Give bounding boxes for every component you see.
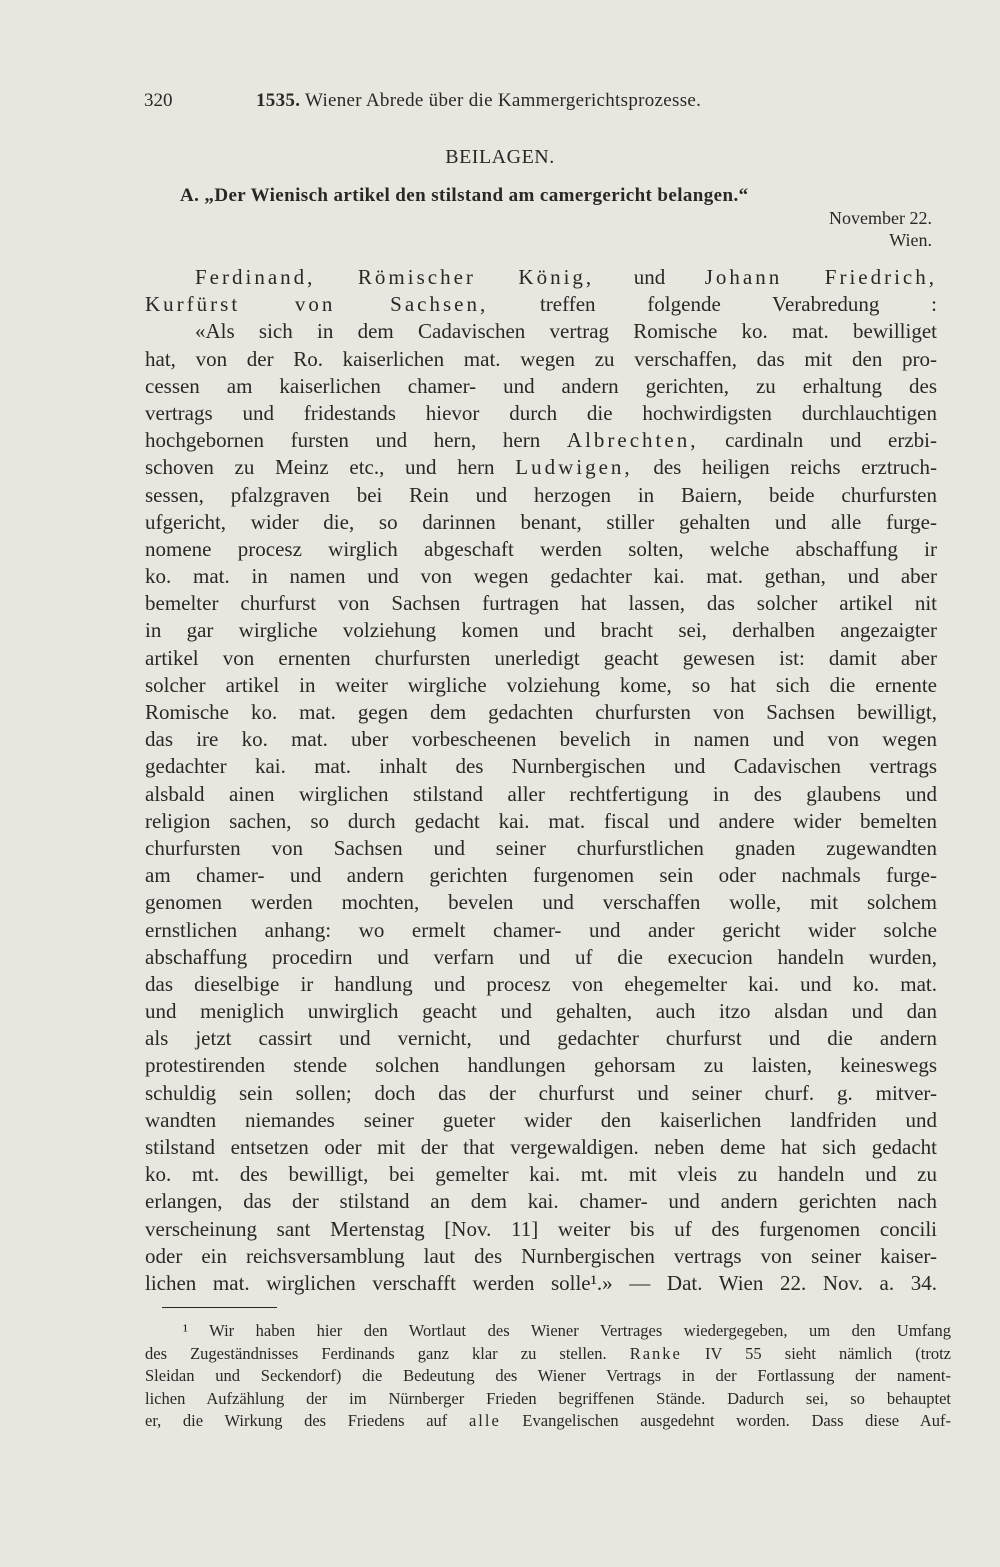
- page-number: 320: [144, 90, 173, 111]
- body-line: das ire ko. mat. uber vorbescheenen bevelich in namen und von wegen: [145, 727, 937, 752]
- footnote-text-fragment: IV 55 sieht nämlich (trotz: [681, 1343, 951, 1363]
- running-title: [256, 90, 701, 112]
- body-line: nomene procesz wirglich abgeschaft werden solten, welche abschaffung ir: [145, 536, 937, 561]
- body-line: lichen mat. wirglichen verschafft werden solle¹.» — Dat. Wien 22. Nov. a. 34.: [145, 1270, 937, 1295]
- body-line: wandten niemandes seiner gueter wider den kaiserlichen landfriden und: [145, 1107, 937, 1132]
- body-line: in gar wirgliche volziehung komen und bracht sei, derhalben angezaigter: [145, 618, 937, 643]
- body-line: das dieselbige ir handlung und procesz von ehegemelter kai. und ko. mat.: [145, 971, 937, 996]
- body-line: vertrags und fridestands hievor durch die hochwirdigsten durchlauchtigen: [145, 400, 937, 425]
- footnote-divider: [162, 1307, 277, 1308]
- body-line: [145, 454, 937, 481]
- person-title: Kurfürst von Sachsen,: [145, 292, 489, 317]
- footnote-text-fragment: er, die Wirkung des Friedens auf: [145, 1411, 469, 1430]
- running-title-year: 1535.: [256, 90, 301, 111]
- body-line: [145, 291, 937, 318]
- person-name: Ludwigen,: [515, 455, 633, 480]
- body-text-fragment: schoven zu Meinz etc., und hern: [145, 455, 516, 480]
- body-line: bemelter churfurst von Sachsen furtragen hat lassen, das solcher artikel nit: [145, 591, 937, 616]
- body-line: stilstand entsetzen oder mit der that vergewaldigen. neben deme hat sich gedacht: [145, 1135, 937, 1159]
- body-line: hat, von der Ro. kaiserlichen mat. wegen zu verschaffen, das mit den pro-: [145, 346, 937, 371]
- body-line: artikel von ernenten churfursten unerledigt geacht gewesen ist: damit aber: [145, 645, 937, 670]
- body-line: genomen werden mochten, bevelen und verschaffen wolle, mit solchem: [145, 890, 937, 915]
- body-line: solcher artikel in weiter wirgliche volziehung kome, so hat sich die ernente: [145, 672, 937, 697]
- body-line: Romische ko. mat. gegen dem gedachten churfursten von Sachsen bewilligt,: [145, 700, 937, 724]
- body-line: [145, 427, 937, 454]
- person-name: Albrechten,: [566, 428, 699, 453]
- document-date-place: [829, 207, 932, 251]
- body-line: sessen, pfalzgraven bei Rein und herzogen in Baiern, beide churfursten: [145, 482, 937, 507]
- body-line: schuldig sein sollen; doch das der churfurst und seiner churf. g. mitver-: [145, 1080, 937, 1105]
- body-line: und meniglich unwirglich geacht und gehalten, auch itzo alsdan und dan: [145, 999, 937, 1024]
- body-line: cessen am kaiserlichen chamer- und andern gerichten, zu erhaltung des: [145, 373, 937, 398]
- document-title: A. „Der Wienisch artikel den stilstand am camergericht belangen.“: [180, 185, 749, 206]
- body-line: «Als sich in dem Cadavischen vertrag Romische ko. mat. bewilliget: [195, 319, 937, 344]
- footnotes: [145, 1320, 951, 1433]
- footnote-line: ¹ Wir haben hier den Wortlaut des Wiener Vertrages wiedergegeben, um den Umfang: [183, 1321, 951, 1340]
- body-line: abschaffung procedirn und verfarn und uf die execucion handeln wurden,: [145, 944, 937, 969]
- running-header: [144, 90, 940, 114]
- body-text-fragment: cardinaln und erzbi-: [698, 428, 937, 453]
- body-line: verscheinung sant Mertenstag [Nov. 11] weiter bis uf des furgenomen concili: [145, 1216, 937, 1241]
- person-name: Ferdinand, Römischer König,: [195, 265, 595, 289]
- body-text-fragment: treffen folgende Verabredung :: [488, 292, 937, 317]
- footnote-line: [145, 1343, 951, 1366]
- footnote-line: [145, 1410, 951, 1433]
- body-line: protestirenden stende solchen handlungen gehorsam zu laisten, keineswegs: [145, 1053, 937, 1078]
- body-line: ko. mt. des bewilligt, bei gemelter kai. mt. mit vleis zu handeln und zu: [145, 1162, 937, 1187]
- person-name: Johann Friedrich,: [704, 265, 937, 289]
- body-text-fragment: und: [594, 265, 705, 289]
- footnote-text-fragment: des Zugeständnisses Ferdinands ganz klar zu stellen.: [145, 1343, 630, 1363]
- body-line: ufgericht, wider die, so darinnen benant, stiller gehalten und alle furge-: [145, 509, 937, 534]
- body-line: [145, 264, 937, 291]
- document-date: November 22.: [829, 208, 932, 228]
- document-body: [145, 264, 937, 1297]
- body-line: churfursten von Sachsen und seiner churfurstlichen gnaden zugewandten: [145, 835, 937, 860]
- document-place: Wien.: [889, 230, 932, 250]
- body-text-fragment: hochgebornen fursten und hern, hern: [145, 428, 567, 453]
- body-line: am chamer- und andern gerichten furgenomen sein oder nachmals furge-: [145, 863, 937, 888]
- body-line: religion sachen, so durch gedacht kai. mat. fiscal und andere wider bemelten: [145, 808, 937, 833]
- author-name: Ranke: [629, 1343, 682, 1363]
- body-line: ernstlichen anhang: wo ermelt chamer- und ander gericht wider solche: [145, 917, 937, 942]
- body-line: alsbald ainen wirglichen stilstand aller rechtfertigung in des glaubens und: [145, 781, 937, 806]
- footnote-line: lichen Aufzählung der im Nürnberger Frieden begriffenen Stände. Dadurch sei, so behauptet: [145, 1388, 951, 1408]
- body-line: oder ein reichsversamblung laut des Nurnbergischen vertrags von seiner kaiser-: [145, 1243, 937, 1268]
- body-line: erlangen, das der stilstand an dem kai. chamer- und andern gerichten nach: [145, 1189, 937, 1214]
- body-line: ko. mat. in namen und von wegen gedachter kai. mat. gethan, und aber: [145, 564, 937, 589]
- running-title-text: Wiener Abrede über die Kammergerichtsprozesse.: [304, 90, 702, 111]
- section-heading: BEILAGEN.: [445, 146, 555, 168]
- emphasis-text: alle: [468, 1411, 501, 1430]
- footnote-line: Sleidan und Seckendorf) die Bedeutung des Wiener Vertrags in der Fortlassung der nament-: [145, 1366, 951, 1385]
- body-line: gedachter kai. mat. inhalt des Nurnbergischen und Cadavischen vertrags: [145, 754, 937, 779]
- body-text-fragment: des heiligen reichs erztruch-: [632, 455, 937, 480]
- body-line: als jetzt cassirt und vernicht, und gedachter churfurst und die andern: [145, 1026, 937, 1051]
- footnote-text-fragment: Evangelischen ausgedehnt worden. Dass diese Auf-: [500, 1411, 951, 1430]
